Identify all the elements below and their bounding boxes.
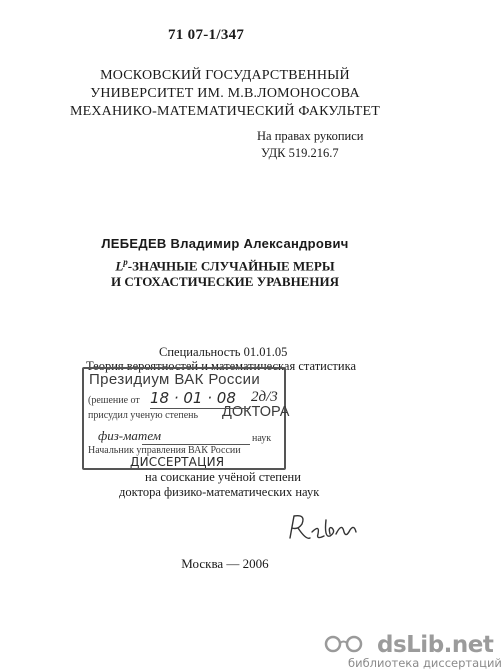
watermark-subtitle: библиотека диссертаций [348, 656, 502, 670]
title-line-1 [0, 257, 450, 274]
specialty-name: Теория вероятностей и математическая статистика [86, 359, 356, 373]
stamp-chief: Начальник управления ВАК России [88, 445, 241, 456]
stamp-date: 18 · 01 · 08 [150, 389, 236, 407]
institution-line-1: МОСКОВСКИЙ ГОСУДАРСТВЕННЫЙ [100, 68, 350, 83]
stamp-dissertation: ДИССЕРТАЦИЯ [130, 455, 225, 469]
signature [284, 508, 364, 548]
title-prefix: L [115, 258, 124, 274]
stamp-award-label: присудил ученую степень [88, 410, 199, 421]
udk-code: УДК 519.216.7 [261, 146, 339, 160]
stamp-underline [142, 444, 250, 445]
stamp-decision-label: (решение от [88, 395, 140, 406]
title-superscript: p [123, 257, 128, 267]
glasses-icon [321, 633, 371, 653]
stamp-title: Президиум ВАК России [89, 371, 261, 388]
city-year: Москва — 2006 [181, 556, 269, 571]
title-line-2: И СТОХАСТИЧЕСКИЕ УРАВНЕНИЯ [111, 274, 339, 289]
specialty-code: Специальность 01.01.05 [159, 345, 288, 359]
stamp-sciences: наук [252, 433, 272, 444]
institution-line-2: УНИВЕРСИТЕТ ИМ. М.В.ЛОМОНОСОВА [90, 86, 360, 101]
stamp-number: 2д/3 [251, 389, 278, 405]
archive-number: 71 07-1/347 [168, 27, 245, 43]
degree-name: доктора физико-математических наук [119, 485, 320, 499]
institution-line-3: МЕХАНИКО-МАТЕМАТИЧЕСКИЙ ФАКУЛЬТЕТ [69, 104, 381, 119]
degree-seek: на соискание учёной степени [145, 470, 301, 484]
stamp-degree: ДОКТОРА [222, 404, 290, 420]
stamp-field: физ-матем [98, 428, 162, 443]
stamp-underline [150, 408, 250, 409]
title-line-1-text: -ЗНАЧНЫЕ СЛУЧАЙНЫЕ МЕРЫ [127, 258, 335, 274]
author-name: ЛЕБЕДЕВ Владимир Александрович [101, 236, 349, 251]
rights-note: На правах рукописи [257, 129, 364, 143]
watermark-logo: dsLib.net [377, 632, 494, 658]
